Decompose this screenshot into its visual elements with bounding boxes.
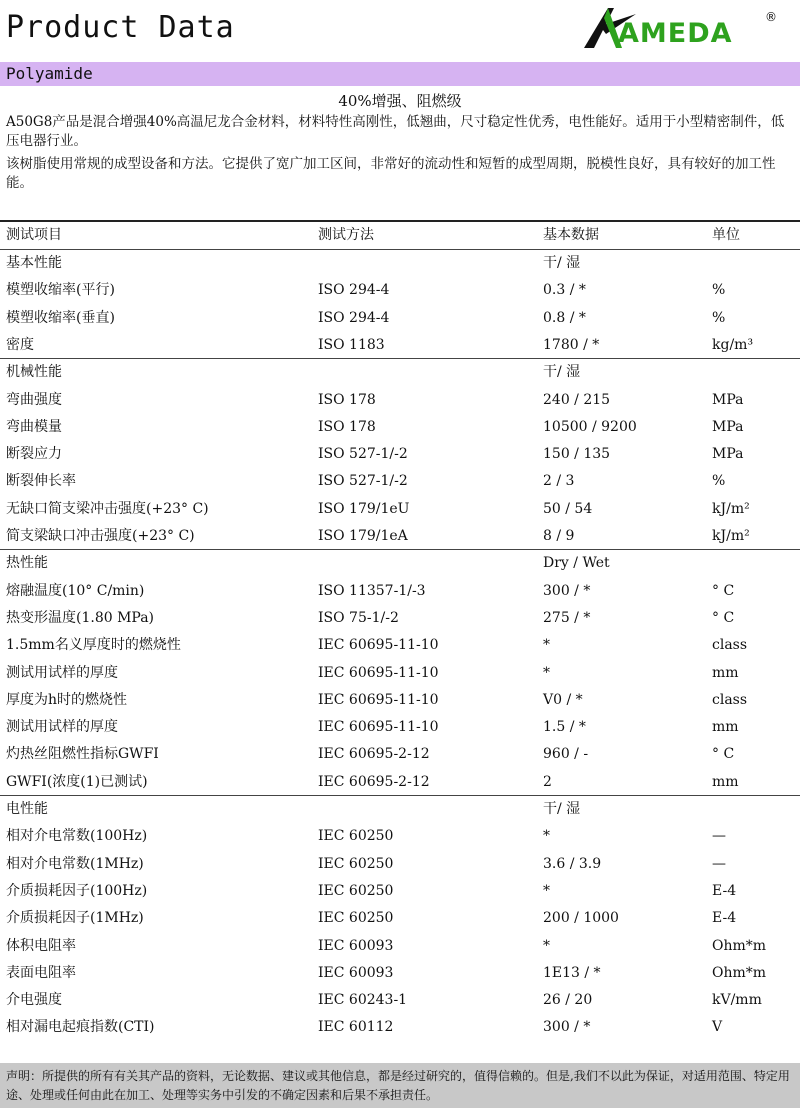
page-header: [0, 0, 800, 60]
table-row: [0, 277, 800, 304]
cell-item: 弯曲强度: [6, 392, 62, 408]
cell-unit: kJ/m²: [712, 528, 750, 544]
cell-value: 干/ 湿: [543, 364, 581, 380]
cell-value: 26 / 20: [543, 992, 593, 1008]
cell-item: 灼热丝阻燃性指标GWFI: [6, 746, 159, 762]
cell-method: IEC 60243-1: [318, 992, 408, 1008]
cell-value: 960 / -: [543, 746, 589, 762]
cell-method: IEC 60250: [318, 910, 394, 926]
cell-item: 模塑收缩率(垂直): [6, 310, 115, 326]
cell-method: IEC 60695-11-10: [318, 637, 439, 653]
table-row: [0, 1014, 800, 1041]
cell-unit: mm: [712, 665, 739, 681]
cell-item: 测试用试样的厚度: [6, 719, 118, 735]
section-row: [0, 550, 800, 577]
cell-method: IEC 60112: [318, 1019, 394, 1035]
cell-item: 表面电阻率: [6, 965, 76, 981]
cell-value: 300 / *: [543, 1019, 591, 1035]
cell-item: 断裂伸长率: [6, 473, 76, 489]
cell-unit: kg/m³: [712, 337, 754, 353]
cell-item: 断裂应力: [6, 446, 62, 462]
table-row: [0, 305, 800, 332]
cell-value: *: [543, 938, 550, 954]
table-row: [0, 496, 800, 523]
description-paragraph: 该树脂使用常规的成型设备和方法。它提供了宽广加工区间，非常好的流动性和短暂的成型周期，脱模性良好，具有较好的加工性能。: [6, 156, 776, 191]
cell-unit: mm: [712, 719, 739, 735]
logo-text: AMEDA: [618, 18, 733, 49]
cell-item: 电性能: [6, 801, 48, 817]
cell-value: Dry / Wet: [543, 555, 610, 571]
cell-item: 密度: [6, 337, 34, 353]
cell-value: 1E13 / *: [543, 965, 601, 981]
cell-method: ISO 294-4: [318, 310, 390, 326]
header-value: 基本数据: [543, 227, 599, 243]
cell-value: 干/ 湿: [543, 255, 581, 271]
cell-value: 干/ 湿: [543, 801, 581, 817]
section-row: [0, 359, 800, 386]
cell-unit: ° C: [712, 610, 735, 626]
cell-item: 体积电阻率: [6, 938, 76, 954]
cell-value: 2 / 3: [543, 473, 575, 489]
cell-unit: kV/mm: [712, 992, 762, 1008]
cell-method: IEC 60093: [318, 965, 394, 981]
cell-unit: MPa: [712, 446, 744, 462]
cell-item: 相对介电常数(100Hz): [6, 828, 148, 844]
cell-value: 0.3 / *: [543, 282, 586, 298]
cell-value: 3.6 / 3.9: [543, 856, 602, 872]
cell-unit: ° C: [712, 746, 735, 762]
table-row: [0, 769, 800, 796]
cell-method: ISO 1183: [318, 337, 385, 353]
registered-mark: ®: [765, 10, 777, 24]
table-row: [0, 960, 800, 987]
cell-unit: MPa: [712, 392, 744, 408]
table-row: [0, 687, 800, 714]
description-paragraph: A50G8产品是混合增强40%高温尼龙合金材料，材料特性高刚性，低翘曲，尺寸稳定性优秀，电性能好。适用于小型精密制件，低压电器行业。: [6, 114, 785, 149]
cell-value: 1780 / *: [543, 337, 600, 353]
cell-item: 热性能: [6, 555, 48, 571]
cell-unit: %: [712, 473, 726, 489]
cell-unit: class: [712, 637, 748, 653]
cell-method: IEC 60093: [318, 938, 394, 954]
cell-item: 基本性能: [6, 255, 62, 271]
cell-unit: MPa: [712, 419, 744, 435]
cell-method: ISO 11357-1/-3: [318, 583, 426, 599]
cell-method: IEC 60695-11-10: [318, 692, 439, 708]
cell-value: *: [543, 665, 550, 681]
cell-item: 厚度为h时的燃烧性: [6, 692, 128, 708]
table-row: [0, 741, 800, 768]
cell-method: ISO 178: [318, 392, 376, 408]
cell-unit: kJ/m²: [712, 501, 750, 517]
table-row: [0, 660, 800, 687]
cell-item: 无缺口简支梁冲击强度(+23° C): [6, 501, 209, 517]
cell-item: 机械性能: [6, 364, 62, 380]
cell-unit: —: [712, 828, 726, 844]
table-row: [0, 987, 800, 1014]
cell-method: ISO 75-1/-2: [318, 610, 399, 626]
table-row: [0, 905, 800, 932]
cell-method: ISO 179/1eU: [318, 501, 410, 517]
table-row: [0, 878, 800, 905]
cell-value: *: [543, 828, 550, 844]
cell-value: 200 / 1000: [543, 910, 619, 926]
cell-method: IEC 60695-2-12: [318, 746, 430, 762]
cell-item: 介质损耗因子(1MHz): [6, 910, 144, 926]
cell-unit: —: [712, 856, 726, 872]
table-row: [0, 414, 800, 441]
cell-item: 相对漏电起痕指数(CTI): [6, 1019, 155, 1035]
table-row: [0, 714, 800, 741]
cell-unit: E-4: [712, 883, 737, 899]
cell-method: ISO 527-1/-2: [318, 446, 408, 462]
cell-value: 300 / *: [543, 583, 591, 599]
table-row: [0, 632, 800, 659]
cell-unit: Ohm*m: [712, 965, 767, 981]
cell-item: 介质损耗因子(100Hz): [6, 883, 148, 899]
header-unit: 单位: [712, 227, 740, 243]
cell-unit: E-4: [712, 910, 737, 926]
table-row: [0, 332, 800, 359]
table-row: [0, 823, 800, 850]
cell-method: IEC 60695-2-12: [318, 774, 430, 790]
cell-item: GWFI(浓度(1)已测试): [6, 774, 148, 790]
table-row: [0, 468, 800, 495]
cell-item: 简支梁缺口冲击强度(+23° C): [6, 528, 195, 544]
cell-method: IEC 60250: [318, 828, 394, 844]
table-row: [0, 387, 800, 414]
cell-unit: %: [712, 310, 726, 326]
grade-title: 40%增强、阻燃级: [338, 92, 462, 110]
cell-value: 2: [543, 774, 552, 790]
cell-value: 240 / 215: [543, 392, 611, 408]
ameda-logo: [578, 4, 778, 54]
page-title: Product Data: [6, 10, 235, 45]
table-row: [0, 933, 800, 960]
table-row: [0, 851, 800, 878]
cell-value: 0.8 / *: [543, 310, 586, 326]
cell-method: IEC 60250: [318, 883, 394, 899]
cell-value: 1.5 / *: [543, 719, 586, 735]
header-item: 测试项目: [6, 227, 62, 243]
cell-method: ISO 178: [318, 419, 376, 435]
cell-value: *: [543, 637, 550, 653]
cell-value: V0 / *: [543, 692, 583, 708]
cell-value: 275 / *: [543, 610, 591, 626]
section-row: [0, 250, 800, 277]
table-row: [0, 605, 800, 632]
table-row: [0, 523, 800, 550]
cell-item: 1.5mm名义厚度时的燃烧性: [6, 637, 181, 653]
header-method: 测试方法: [318, 227, 374, 243]
cell-item: 弯曲模量: [6, 419, 62, 435]
cell-unit: V: [712, 1019, 723, 1035]
material-band: Polyamide: [0, 62, 800, 86]
cell-value: 150 / 135: [543, 446, 611, 462]
cell-item: 介电强度: [6, 992, 62, 1008]
disclaimer: 声明：所提供的所有有关其产品的资料，无论数据、建议或其他信息，都是经过研究的，值得信赖的。但是,我们不以此为保证，对适用范围、特定用途、处理或任何由此在加工、处理等实务中引发的不确定因素和后果不承担责任。: [0, 1063, 800, 1108]
cell-value: 50 / 54: [543, 501, 593, 517]
cell-value: *: [543, 883, 550, 899]
cell-method: ISO 294-4: [318, 282, 390, 298]
cell-item: 热变形温度(1.80 MPa): [6, 610, 155, 626]
cell-item: 模塑收缩率(平行): [6, 282, 115, 298]
table-row: [0, 578, 800, 605]
cell-item: 相对介电常数(1MHz): [6, 856, 144, 872]
table-row: [0, 441, 800, 468]
cell-method: IEC 60695-11-10: [318, 719, 439, 735]
cell-unit: class: [712, 692, 748, 708]
cell-unit: Ohm*m: [712, 938, 767, 954]
cell-value: 10500 / 9200: [543, 419, 637, 435]
cell-item: 熔融温度(10° C/min): [6, 583, 145, 599]
table-header-row: [0, 222, 800, 249]
cell-unit: ° C: [712, 583, 735, 599]
cell-item: 测试用试样的厚度: [6, 665, 118, 681]
cell-method: IEC 60250: [318, 856, 394, 872]
section-row: [0, 796, 800, 823]
cell-unit: %: [712, 282, 726, 298]
cell-value: 8 / 9: [543, 528, 575, 544]
cell-method: IEC 60695-11-10: [318, 665, 439, 681]
cell-unit: mm: [712, 774, 739, 790]
cell-method: ISO 527-1/-2: [318, 473, 408, 489]
cell-method: ISO 179/1eA: [318, 528, 408, 544]
